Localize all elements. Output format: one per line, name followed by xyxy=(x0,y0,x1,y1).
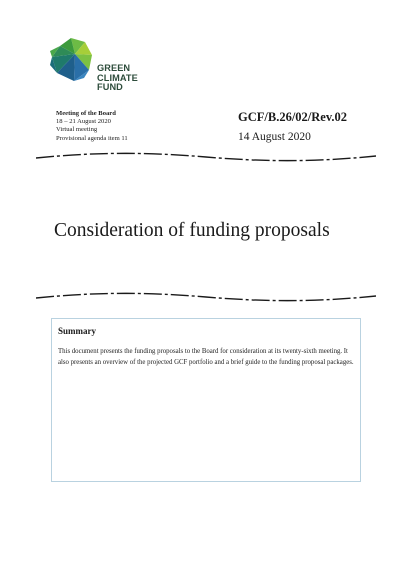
page-title: Consideration of funding proposals xyxy=(54,220,330,241)
meeting-info xyxy=(56,110,128,143)
globe-logo-icon xyxy=(48,37,94,83)
document-info xyxy=(238,110,347,144)
meeting-agenda: Provisional agenda item 11 xyxy=(56,134,128,142)
summary-body: This document presents the funding proposals to the Board for consideration at its twenty-sixth meeting. It also presents an overview of the projected GCF portfolio and a brief guide to the funding proposal packages. xyxy=(58,348,354,367)
meeting-dates: 18 – 21 August 2020 xyxy=(56,118,111,126)
document-code: GCF/B.26/02/Rev.02 xyxy=(238,110,348,124)
wave-divider-bottom xyxy=(36,290,376,304)
document-date: 14 August 2020 xyxy=(238,131,311,143)
gcf-logo xyxy=(48,37,140,97)
meeting-board: Meeting of the Board xyxy=(56,110,116,117)
summary-box xyxy=(51,318,361,482)
wave-divider-top xyxy=(36,150,376,164)
logo-line-3: FUND xyxy=(97,82,123,93)
logo-line-2: CLIMATE xyxy=(97,72,138,83)
summary-heading: Summary xyxy=(58,326,96,336)
meeting-venue: Virtual meeting xyxy=(56,126,98,134)
logo-line-1: GREEN xyxy=(97,63,131,73)
logo-wordmark xyxy=(97,64,138,93)
